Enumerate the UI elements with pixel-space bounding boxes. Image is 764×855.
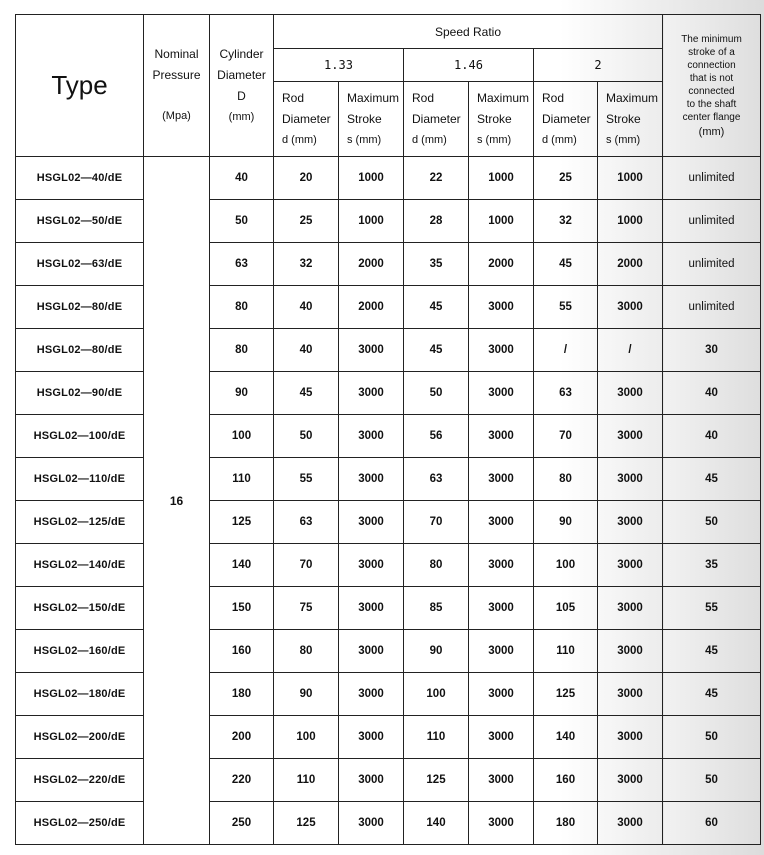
ratio-1-46: 1.46: [404, 49, 534, 82]
nominal-pressure-line-1: Nominal: [154, 47, 199, 61]
rod-diameter-1-46-cell: 28: [404, 200, 469, 243]
max-stroke-1-46-cell: 3000: [469, 372, 534, 415]
max-stroke-1-46-cell: 3000: [469, 630, 534, 673]
maximum-label: Maximum: [606, 90, 659, 105]
max-stroke-1-33-cell: 3000: [339, 630, 404, 673]
min-stroke-cell: 55: [663, 587, 761, 630]
min-stroke-line-4: that is not: [689, 72, 734, 84]
cylinder-diameter-cell: 125: [210, 501, 274, 544]
rod-diameter-2-cell: 100: [534, 544, 598, 587]
min-stroke-cell: unlimited: [663, 243, 761, 286]
rod-diameter-1-33-cell: 125: [274, 802, 339, 845]
min-stroke-cell: 50: [663, 716, 761, 759]
rod-diameter-2-cell: 45: [534, 243, 598, 286]
rod-diameter-1-33-cell: 50: [274, 415, 339, 458]
rod-diameter-2-cell: 70: [534, 415, 598, 458]
rod-diameter-header-3: [534, 82, 598, 157]
maximum-label: Maximum: [347, 90, 400, 105]
rod-diameter-1-46-cell: 35: [404, 243, 469, 286]
max-stroke-1-33-cell: 3000: [339, 802, 404, 845]
max-stroke-1-33-cell: 3000: [339, 501, 404, 544]
table-row: [16, 759, 761, 802]
rod-label: Rod: [542, 90, 565, 105]
max-stroke-2-cell: 3000: [598, 759, 663, 802]
rod-diameter-2-cell: 140: [534, 716, 598, 759]
cylinder-diameter-symbol: D: [237, 88, 246, 103]
rod-diameter-1-46-cell: 56: [404, 415, 469, 458]
type-cell: HSGL02—180/dE: [16, 673, 144, 716]
cylinder-diameter-cell: 200: [210, 716, 274, 759]
table-row: [16, 286, 761, 329]
max-stroke-header-2: [469, 82, 534, 157]
max-stroke-2-cell: 1000: [598, 200, 663, 243]
type-cell: HSGL02—50/dE: [16, 200, 144, 243]
type-cell: HSGL02—140/dE: [16, 544, 144, 587]
type-cell: HSGL02—200/dE: [16, 716, 144, 759]
min-stroke-line-3: connection: [687, 59, 736, 71]
max-stroke-1-46-cell: 1000: [469, 157, 534, 200]
cylinder-diameter-cell: 140: [210, 544, 274, 587]
type-cell: HSGL02—250/dE: [16, 802, 144, 845]
rod-diameter-1-46-cell: 22: [404, 157, 469, 200]
min-stroke-cell: unlimited: [663, 200, 761, 243]
cylinder-diameter-header: [210, 15, 274, 157]
nominal-pressure-header: [144, 15, 210, 157]
rod-diameter-2-cell: 25: [534, 157, 598, 200]
max-stroke-1-46-cell: 3000: [469, 673, 534, 716]
rod-diameter-1-33-cell: 70: [274, 544, 339, 587]
max-stroke-1-33-cell: 3000: [339, 544, 404, 587]
max-stroke-2-cell: 1000: [598, 157, 663, 200]
rod-diameter-1-46-cell: 70: [404, 501, 469, 544]
min-stroke-cell: 45: [663, 458, 761, 501]
max-stroke-1-33-cell: 3000: [339, 759, 404, 802]
rod-diameter-2-cell: 90: [534, 501, 598, 544]
cylinder-diameter-cell: 100: [210, 415, 274, 458]
rod-diameter-1-46-cell: 45: [404, 329, 469, 372]
table-row: [16, 458, 761, 501]
rod-diameter-1-33-cell: 80: [274, 630, 339, 673]
rod-diameter-2-cell: 125: [534, 673, 598, 716]
max-stroke-1-46-cell: 3000: [469, 587, 534, 630]
table-row: [16, 243, 761, 286]
max-stroke-1-33-cell: 3000: [339, 716, 404, 759]
max-stroke-1-33-cell: 3000: [339, 673, 404, 716]
max-stroke-1-46-cell: 3000: [469, 802, 534, 845]
type-cell: HSGL02—90/dE: [16, 372, 144, 415]
cylinder-diameter-unit: (mm): [228, 110, 255, 123]
min-stroke-cell: unlimited: [663, 286, 761, 329]
max-stroke-1-33-cell: 1000: [339, 200, 404, 243]
max-stroke-2-cell: 3000: [598, 673, 663, 716]
type-cell: HSGL02—160/dE: [16, 630, 144, 673]
min-stroke-cell: 40: [663, 415, 761, 458]
max-stroke-2-cell: 3000: [598, 415, 663, 458]
rod-unit: d (mm): [412, 133, 447, 146]
max-stroke-1-46-cell: 1000: [469, 200, 534, 243]
max-stroke-2-cell: 3000: [598, 716, 663, 759]
min-stroke-cell: 50: [663, 501, 761, 544]
diameter-label: Diameter: [412, 111, 461, 126]
max-stroke-2-cell: 3000: [598, 286, 663, 329]
cylinder-diameter-cell: 150: [210, 587, 274, 630]
type-cell: HSGL02—100/dE: [16, 415, 144, 458]
rod-label: Rod: [282, 90, 305, 105]
table-row: [16, 673, 761, 716]
diameter-label: Diameter: [542, 111, 591, 126]
rod-unit: d (mm): [282, 133, 317, 146]
rod-unit: d (mm): [542, 133, 577, 146]
table-body: [16, 157, 761, 845]
table-row: [16, 802, 761, 845]
max-stroke-1-46-cell: 2000: [469, 243, 534, 286]
max-stroke-1-33-cell: 2000: [339, 286, 404, 329]
table-row: [16, 501, 761, 544]
max-stroke-header-3: [598, 82, 663, 157]
max-stroke-1-46-cell: 3000: [469, 544, 534, 587]
rod-diameter-2-cell: 80: [534, 458, 598, 501]
table-row: [16, 200, 761, 243]
nominal-pressure-cell: 16: [144, 157, 210, 845]
rod-diameter-1-46-cell: 63: [404, 458, 469, 501]
rod-diameter-1-46-cell: 110: [404, 716, 469, 759]
min-stroke-cell: 50: [663, 759, 761, 802]
table-row: [16, 329, 761, 372]
min-stroke-line-1: The minimum: [681, 33, 742, 45]
rod-diameter-1-33-cell: 90: [274, 673, 339, 716]
type-cell: HSGL02—150/dE: [16, 587, 144, 630]
rod-diameter-2-cell: 32: [534, 200, 598, 243]
rod-diameter-1-33-cell: 63: [274, 501, 339, 544]
max-stroke-2-cell: 3000: [598, 372, 663, 415]
max-stroke-2-cell: 3000: [598, 501, 663, 544]
cylinder-diameter-cell: 250: [210, 802, 274, 845]
max-stroke-2-cell: /: [598, 329, 663, 372]
stroke-label: Stroke: [606, 111, 641, 126]
max-stroke-header-1: [339, 82, 404, 157]
table-row: [16, 157, 761, 200]
rod-diameter-1-46-cell: 85: [404, 587, 469, 630]
diameter-label: Diameter: [282, 111, 331, 126]
cylinder-diameter-cell: 80: [210, 286, 274, 329]
max-stroke-2-cell: 2000: [598, 243, 663, 286]
stroke-label: Stroke: [347, 111, 382, 126]
max-stroke-1-46-cell: 3000: [469, 716, 534, 759]
table-row: [16, 544, 761, 587]
stroke-unit: s (mm): [347, 133, 382, 146]
min-stroke-cell: 45: [663, 673, 761, 716]
nominal-pressure-line-2: Pressure: [152, 68, 201, 82]
cylinder-diameter-cell: 63: [210, 243, 274, 286]
rod-diameter-1-46-cell: 125: [404, 759, 469, 802]
cylinder-diameter-line-1: Cylinder: [219, 46, 264, 61]
stroke-unit: s (mm): [606, 133, 641, 146]
rod-diameter-1-33-cell: 110: [274, 759, 339, 802]
type-cell: HSGL02—220/dE: [16, 759, 144, 802]
max-stroke-2-cell: 3000: [598, 587, 663, 630]
min-stroke-cell: 40: [663, 372, 761, 415]
table-row: [16, 415, 761, 458]
rod-diameter-1-33-cell: 45: [274, 372, 339, 415]
max-stroke-1-46-cell: 3000: [469, 501, 534, 544]
table-row: [16, 587, 761, 630]
cylinder-diameter-line-2: Diameter: [217, 67, 266, 82]
min-stroke-cell: unlimited: [663, 157, 761, 200]
min-stroke-line-7: center flange: [682, 111, 741, 123]
min-stroke-header: [663, 15, 761, 157]
rod-diameter-1-46-cell: 80: [404, 544, 469, 587]
rod-diameter-1-33-cell: 40: [274, 286, 339, 329]
min-stroke-unit: (mm): [698, 125, 725, 138]
ratio-1-33: 1.33: [274, 49, 404, 82]
stroke-unit: s (mm): [477, 133, 512, 146]
table-row: [16, 630, 761, 673]
speed-ratio-header: Speed Ratio: [274, 15, 663, 49]
rod-diameter-2-cell: 63: [534, 372, 598, 415]
type-header: Type: [16, 15, 144, 157]
cylinder-diameter-cell: 50: [210, 200, 274, 243]
min-stroke-cell: 35: [663, 544, 761, 587]
maximum-label: Maximum: [477, 90, 530, 105]
cylinder-diameter-cell: 90: [210, 372, 274, 415]
rod-diameter-2-cell: /: [534, 329, 598, 372]
table-row: [16, 372, 761, 415]
spec-table: [15, 14, 761, 845]
type-cell: HSGL02—125/dE: [16, 501, 144, 544]
max-stroke-2-cell: 3000: [598, 630, 663, 673]
nominal-pressure-unit: (Mpa): [162, 110, 191, 122]
rod-diameter-1-33-cell: 100: [274, 716, 339, 759]
max-stroke-1-33-cell: 3000: [339, 458, 404, 501]
cylinder-diameter-cell: 220: [210, 759, 274, 802]
max-stroke-1-46-cell: 3000: [469, 759, 534, 802]
max-stroke-2-cell: 3000: [598, 544, 663, 587]
min-stroke-line-6: to the shaft: [686, 98, 737, 110]
max-stroke-1-46-cell: 3000: [469, 458, 534, 501]
max-stroke-1-33-cell: 2000: [339, 243, 404, 286]
table-row: [16, 716, 761, 759]
min-stroke-cell: 45: [663, 630, 761, 673]
cylinder-diameter-cell: 180: [210, 673, 274, 716]
min-stroke-cell: 60: [663, 802, 761, 845]
cylinder-diameter-cell: 40: [210, 157, 274, 200]
max-stroke-1-33-cell: 3000: [339, 329, 404, 372]
max-stroke-1-46-cell: 3000: [469, 329, 534, 372]
max-stroke-1-33-cell: 3000: [339, 372, 404, 415]
rod-diameter-1-33-cell: 75: [274, 587, 339, 630]
rod-diameter-header-2: [404, 82, 469, 157]
stroke-label: Stroke: [477, 111, 512, 126]
rod-diameter-header-1: [274, 82, 339, 157]
rod-diameter-2-cell: 105: [534, 587, 598, 630]
type-cell: HSGL02—40/dE: [16, 157, 144, 200]
min-stroke-line-5: connected: [688, 85, 735, 97]
max-stroke-1-33-cell: 1000: [339, 157, 404, 200]
type-cell: HSGL02—80/dE: [16, 286, 144, 329]
min-stroke-line-2: stroke of a: [688, 46, 735, 58]
rod-diameter-1-46-cell: 45: [404, 286, 469, 329]
max-stroke-2-cell: 3000: [598, 458, 663, 501]
rod-label: Rod: [412, 90, 435, 105]
rod-diameter-1-33-cell: 40: [274, 329, 339, 372]
max-stroke-2-cell: 3000: [598, 802, 663, 845]
max-stroke-1-33-cell: 3000: [339, 587, 404, 630]
min-stroke-cell: 30: [663, 329, 761, 372]
cylinder-diameter-cell: 80: [210, 329, 274, 372]
rod-diameter-2-cell: 55: [534, 286, 598, 329]
type-cell: HSGL02—63/dE: [16, 243, 144, 286]
ratio-2: 2: [534, 49, 663, 82]
type-cell: HSGL02—80/dE: [16, 329, 144, 372]
type-cell: HSGL02—110/dE: [16, 458, 144, 501]
rod-diameter-1-46-cell: 50: [404, 372, 469, 415]
max-stroke-1-33-cell: 3000: [339, 415, 404, 458]
rod-diameter-1-33-cell: 55: [274, 458, 339, 501]
rod-diameter-1-33-cell: 25: [274, 200, 339, 243]
rod-diameter-1-46-cell: 100: [404, 673, 469, 716]
rod-diameter-2-cell: 110: [534, 630, 598, 673]
rod-diameter-1-46-cell: 140: [404, 802, 469, 845]
cylinder-diameter-cell: 110: [210, 458, 274, 501]
max-stroke-1-46-cell: 3000: [469, 415, 534, 458]
cylinder-diameter-cell: 160: [210, 630, 274, 673]
max-stroke-1-46-cell: 3000: [469, 286, 534, 329]
rod-diameter-2-cell: 180: [534, 802, 598, 845]
rod-diameter-1-46-cell: 90: [404, 630, 469, 673]
rod-diameter-1-33-cell: 20: [274, 157, 339, 200]
rod-diameter-1-33-cell: 32: [274, 243, 339, 286]
rod-diameter-2-cell: 160: [534, 759, 598, 802]
